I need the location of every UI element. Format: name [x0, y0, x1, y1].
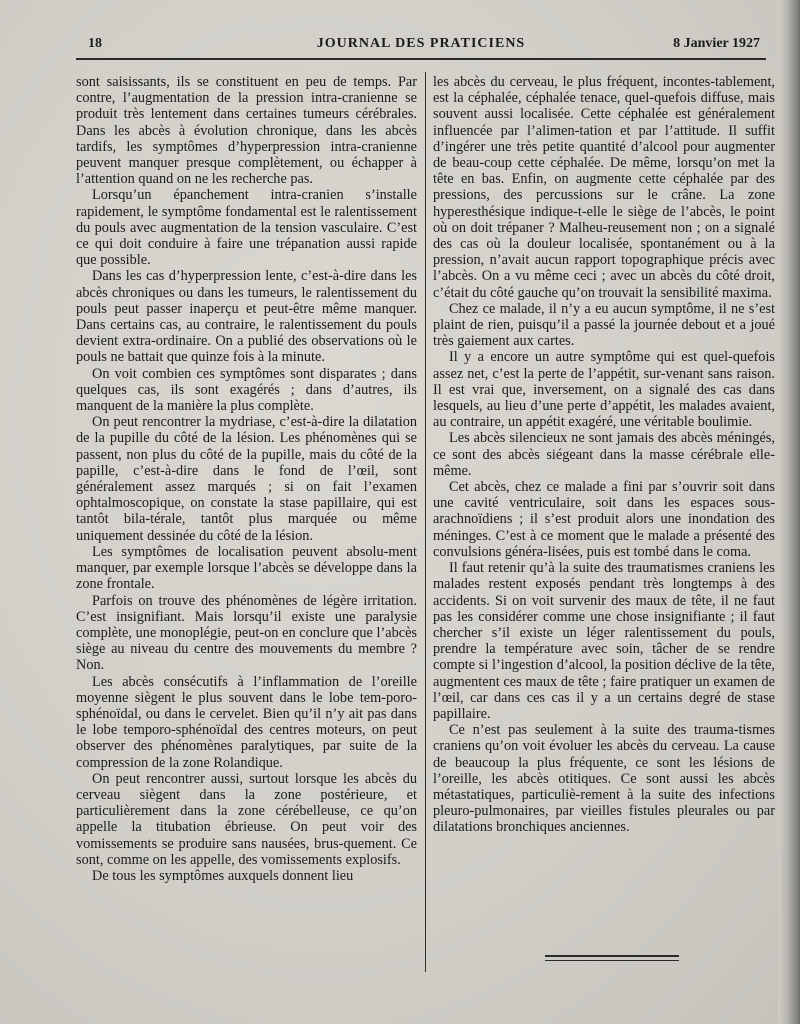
page-number: 18 — [88, 36, 102, 51]
paragraph: sont saisissants, ils se constituent en peu de temps. Par contre, l’augmentation de la pression intra-cranienne se produit très lentement dans certaines tumeurs cérébrales. Dans les abcès à évolution chronique, dans les abcès tardifs, les symptômes d’hyperpression intra-cranienne peuvent manquer presque complètement, ou échapper à l’attention quand on ne les recherche pas. — [76, 74, 417, 188]
header-rule — [76, 58, 766, 60]
column-divider — [425, 72, 426, 972]
paragraph: Cet abcès, chez ce malade a fini par s’ouvrir soit dans une cavité ventriculaire, soit dans les espaces sous-arachnoïdiens ; il s’est produit alors une inondation des méninges. C’est à ce moment que le malade a présenté des convulsions généra-lisées, puis est tombé dans le coma. — [433, 479, 775, 560]
paragraph: Ce n’est pas seulement à la suite des trauma-tismes craniens qu’on voit évoluer les abcès du cerveau. La cause de beaucoup la plus fréquente, ce sont les lésions de l’oreille, les abcès otitiques. Ce sont aussi les abcès métastatiques, particuliè-rement à la suite des infections pleuro-pulmonaires, par vieilles fistules pleurales ou par dilatations bronchiques anciennes. — [433, 722, 775, 836]
paragraph: De tous les symptômes auxquels donnent lieu — [92, 867, 354, 884]
paragraph: Il faut retenir qu’à la suite des traumatismes craniens les malades restent exposés pendant très longtemps à des accidents. Si on voit survenir des maux de tête, il ne faut pas les considérer comme une chose insignifiante ; il faut chercher s’il existe un léger ralentissement du pouls, prendre la température avec soin, tâcher de se rendre compte si l’ingestion d’alcool, la position déclive de la tête, augmentent ces maux de tête ; faire pratiquer un examen de l’œil, car dans ces cas il y a un certains degré de stase papillaire. — [433, 560, 775, 722]
paragraph: On peut rencontrer aussi, surtout lorsque les abcès du cerveau siègent dans la zone postérieure, et particulièrement dans la zone cérébelleuse, ce qu’on appelle la titubation ébrieuse. On peut voir des vomissements se produire sans nausées, brus-quement. Ce sont, comme on les appelle, des vomissements explosifs. — [76, 770, 417, 868]
book-spine-shadow — [778, 0, 800, 1024]
right-column — [433, 74, 775, 836]
journal-title: JOURNAL DES PRATICIENS — [316, 36, 526, 51]
paragraph: Dans les cas d’hyperpression lente, c’est-à-dire dans les abcès chroniques ou dans les tumeurs, le ralentissement du pouls peut passer inaperçu et peut-être même manquer. Dans certains cas, au contraire, le ralentissement du pouls devient extra-ordinaire. On a publié des observations où le pouls ne battait que quinze fois à la minute. — [76, 268, 417, 366]
paragraph: On voit combien ces symptômes sont disparates ; dans quelques cas, ils sont exagérés ; dans d’autres, ils manquent de la manière la plus complète. — [76, 365, 417, 415]
paragraph: Parfois on trouve des phénomènes de légère irritation. C’est insignifiant. Mais lorsqu’il existe une paralysie complète, une monoplégie, peut-on en conclure que l’abcès siège au niveau du centre des mouvements du membre ? Non. — [76, 592, 417, 674]
paragraph: Chez ce malade, il n’y a eu aucun symptôme, il ne s’est plaint de rien, puisqu’il a passé la journée debout et a joué très gaiement aux cartes. — [433, 300, 775, 350]
paragraph: Les abcès consécutifs à l’inflammation de l’oreille moyenne siègent le plus souvent dans le lobe tem-poro-sphénoïdal, ou dans le cervelet. Bien qu’il n’y ait pas dans le lobe temporo-sphénoïdal des centres moteurs, on peut observer des phénomènes paralytiques, par suite de la compression de la zone Rolandique. — [76, 673, 417, 771]
paragraph: Il y a encore un autre symptôme qui est quel-quefois assez net, c’est la perte de l’appétit, sur-venant sans raison. Il est vrai que, inversement, on a signalé des cas dans lesquels, au lieu d’une perte d’appétit, les malades avaient, au contraire, un appétit exagéré, une véritable boulimie. — [433, 349, 775, 431]
paragraph: Les symptômes de localisation peuvent absolu-ment manquer, par exemple lorsque l’abcès se développe dans la zone frontale. — [76, 543, 417, 593]
paragraph: Lorsqu’un épanchement intra-cranien s’installe rapidement, le symptôme fondamental est le ralentissement du pouls avec augmentation de la tension vasculaire. C’est ce qui doit conduire à faire une trépanation aussi rapide que possible. — [76, 187, 417, 269]
end-of-article-rule — [545, 955, 679, 957]
paragraph: Les abcès silencieux ne sont jamais des abcès méningés, ce sont des abcès siégeant dans la masse cérébrale elle-même. — [433, 430, 775, 479]
left-column — [76, 74, 417, 884]
paragraph: les abcès du cerveau, le plus fréquent, incontes-tablement, est la céphalée, céphalée tenace, quel-quefois diffuse, mais souvent aussi localisée. Cette céphalée est généralement influencée par l’alimen-tation et par l’attitude. Il suffit d’ingérer une très petite quantité d’alcool pour augmenter de beau-coup cette céphalée. De même, lorsqu’on met la tête en bas. Enfin, on augmente cette céphalée par des pressions, des percussions sur le crâne. La zone hyperesthésique indique-t-elle le siège de l’abcès, le point où on doit trépaner ? Malheu-reusement non ; on a signalé des cas où la douleur localisée, spontanément ou à la pression, n’avait aucun rapport topographique précis avec l’abcès. On a vu même ceci ; avec un abcès du côté droit, c’était du côté gauche qu’on trouvait la sensibilité maxima. — [433, 74, 775, 301]
issue-date: 8 Janvier 1927 — [673, 36, 760, 51]
end-of-article-rule — [545, 960, 679, 961]
paragraph: On peut rencontrer la mydriase, c’est-à-dire la dilatation de la pupille du côté de la lésion. Les phénomènes qui se passent, non plus du côté de la pupille, mais du côté de la papille, c’est-à-dire dans le fond de l’œil, sont généralement assez marqués ; si on fait l’examen ophtalmoscopique, on constate la stase papillaire, qui est tantôt bila-térale, tantôt plus marquée ou même uniquement dessinée du côté de la lésion. — [76, 414, 417, 544]
page-header — [76, 36, 766, 58]
